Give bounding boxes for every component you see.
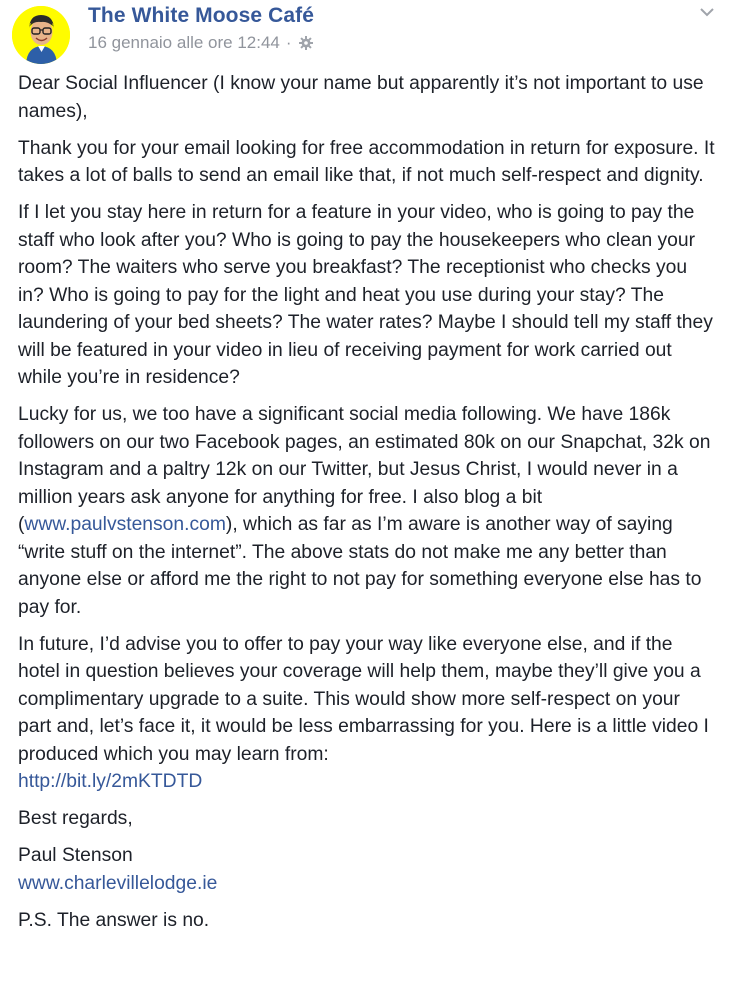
letter-closing: Best regards, bbox=[18, 808, 133, 829]
letter-paragraph bbox=[18, 631, 718, 796]
chevron-down-icon bbox=[696, 4, 718, 20]
letter-paragraph bbox=[18, 401, 718, 621]
paragraph-text: ), which as far as I’m aware is another way of saying “write stuff on the internet”. The above stats do not make me any better than anyone else or afford me the right to not pay for something everyone else has to pay for. bbox=[18, 514, 702, 618]
signature-name: Paul Stenson bbox=[18, 845, 133, 866]
website-link[interactable]: www.charlevillelodge.ie bbox=[18, 872, 218, 894]
paragraph-text: Lucky for us, we too have a significant social media following. We have 186k followers on our two Facebook pages, an estimated 80k on our Snapchat, 32k on Instagram and a paltry 12k on our Twitter, but Jesus Christ, I would never in a million years ask anyone for anything for free. I also blog a bit ( bbox=[18, 404, 711, 535]
video-link[interactable]: http://bit.ly/2mKTDTD bbox=[18, 771, 203, 792]
post-options-button[interactable] bbox=[696, 0, 718, 24]
page-avatar[interactable] bbox=[12, 6, 70, 64]
blog-link[interactable]: www.paulvstenson.com bbox=[24, 514, 226, 535]
letter-paragraph: If I let you stay here in return for a feature in your video, who is going to pay the staff who look after you? Who is going to pay the housekeepers who clean your room? The waiters who serve you breakfast? The receptionist who checks you in? Who is going to pay for the light and heat you use during your stay? The laundering of your bed sheets? The water rates? Maybe I should tell my staff they will be featured in your video in lieu of receiving payment for work carried out while you’re in residence? bbox=[18, 202, 713, 388]
post-meta bbox=[88, 33, 314, 53]
page-name-link[interactable]: The White Moose Café bbox=[88, 4, 315, 27]
signature bbox=[18, 842, 718, 897]
meta-separator: · bbox=[285, 33, 292, 52]
letter-paragraph: Thank you for your email looking for free accommodation in return for exposure. It takes a lot of balls to send an email like that, if not much self-respect and dignity. bbox=[18, 137, 715, 186]
letter-greeting: Dear Social Influencer (I know your name but apparently it’s not important to use names), bbox=[18, 73, 704, 122]
post-timestamp[interactable]: 16 gennaio alle ore 12:44 bbox=[88, 33, 280, 52]
postscript: P.S. The answer is no. bbox=[18, 909, 210, 931]
post-body bbox=[18, 70, 718, 944]
snapchat-bitmoji-icon bbox=[12, 6, 70, 64]
gear-icon[interactable] bbox=[298, 35, 314, 51]
post-header bbox=[0, 0, 732, 62]
paragraph-text: In future, I’d advise you to offer to pay your way like everyone else, and if the hotel in question believes your coverage will help them, maybe they’ll give you a complimentary upgrade to a suite. This would show more self-respect on your part and, let’s face it, it would be less embarrassing for you. Here is a little video I produced which you may learn from: bbox=[18, 633, 709, 765]
